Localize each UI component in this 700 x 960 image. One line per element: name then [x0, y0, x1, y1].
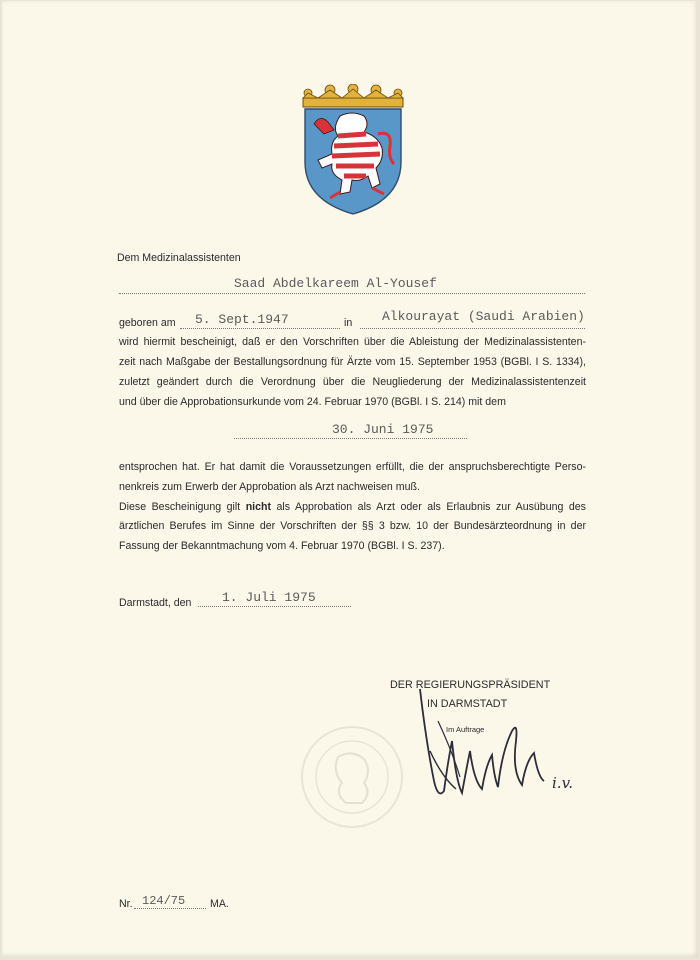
coat-of-arms-icon: [300, 84, 406, 216]
effective-date: 30. Juni 1975: [332, 422, 434, 437]
body2-line-3: [119, 501, 586, 514]
body2-line-5: Fassung der Bekanntmachung vom 4. Februar 1970 (BGBl. I S. 237).: [119, 540, 445, 552]
issue-date-underline: [198, 606, 351, 607]
body-line-4: und über die Approbationsurkunde vom 24. Februar 1970 (BGBl. I S. 214) mit dem: [119, 396, 506, 408]
addressee-label: Dem Medizinalassistenten: [117, 252, 241, 264]
crown-icon: [303, 84, 403, 107]
authority-city: IN DARMSTADT: [427, 698, 508, 710]
birth-date: 5. Sept.1947: [195, 312, 289, 327]
body-line-1: wird hiermit bescheinigt, daß er den Vorschriften über die Ableistung der Medizinalassistenten-: [119, 336, 586, 348]
person-name: Saad Abdelkareem Al-Yousef: [234, 276, 437, 291]
born-label: geboren am: [119, 317, 176, 329]
body2-emphasis: nicht: [245, 501, 272, 513]
body-line-2: zeit nach Maßgabe der Bestallungsordnung für Ärzte vom 15. September 1953 (BGBl. I S. 1334),: [119, 356, 586, 368]
authority-title: DER REGIERUNGSPRÄSIDENT: [390, 679, 551, 691]
body2-line-3-start: Diese Bescheinigung gilt: [119, 501, 246, 513]
body2-line-3-end: als Approbation als Arzt oder als Erlaubnis zur Ausübung des: [271, 501, 586, 513]
issue-date: 1. Juli 1975: [222, 590, 316, 605]
in-label: in: [344, 317, 353, 329]
body2-line-4: ärztlichen Berufes im Sinne der Vorschriften der §§ 3 bzw. 10 der Bundesärzteordnung in der: [119, 520, 586, 532]
embossed-seal-icon: [298, 723, 406, 831]
birth-place: Alkourayat (Saudi Arabien): [382, 309, 585, 324]
name-underline: [119, 293, 585, 294]
body-line-3: zuletzt geändert durch die Verordnung über die Neugliederung der Medizinalassistentenzeit: [119, 376, 586, 388]
iv-mark: i.v.: [552, 774, 574, 792]
number-value: 124/75: [142, 894, 186, 908]
number-underline: [134, 908, 206, 909]
birth-place-underline: [360, 328, 585, 329]
place-label: Darmstadt, den: [119, 597, 192, 609]
certificate-page: [2, 1, 698, 957]
body2-line-2: nenkreis zum Erwerb der Approbation als Arzt nachweisen muß.: [119, 481, 420, 493]
number-label: Nr.: [119, 898, 133, 910]
body2-line-1: entsprochen hat. Er hat damit die Voraussetzungen erfüllt, die der anspruchsberechtigte Perso-: [119, 461, 586, 473]
on-behalf-label: Im Auftrage: [446, 725, 485, 734]
number-suffix: MA.: [210, 898, 229, 910]
effective-date-underline: [234, 438, 467, 439]
birth-date-underline: [180, 328, 340, 329]
handwritten-signature-icon: [412, 681, 602, 821]
